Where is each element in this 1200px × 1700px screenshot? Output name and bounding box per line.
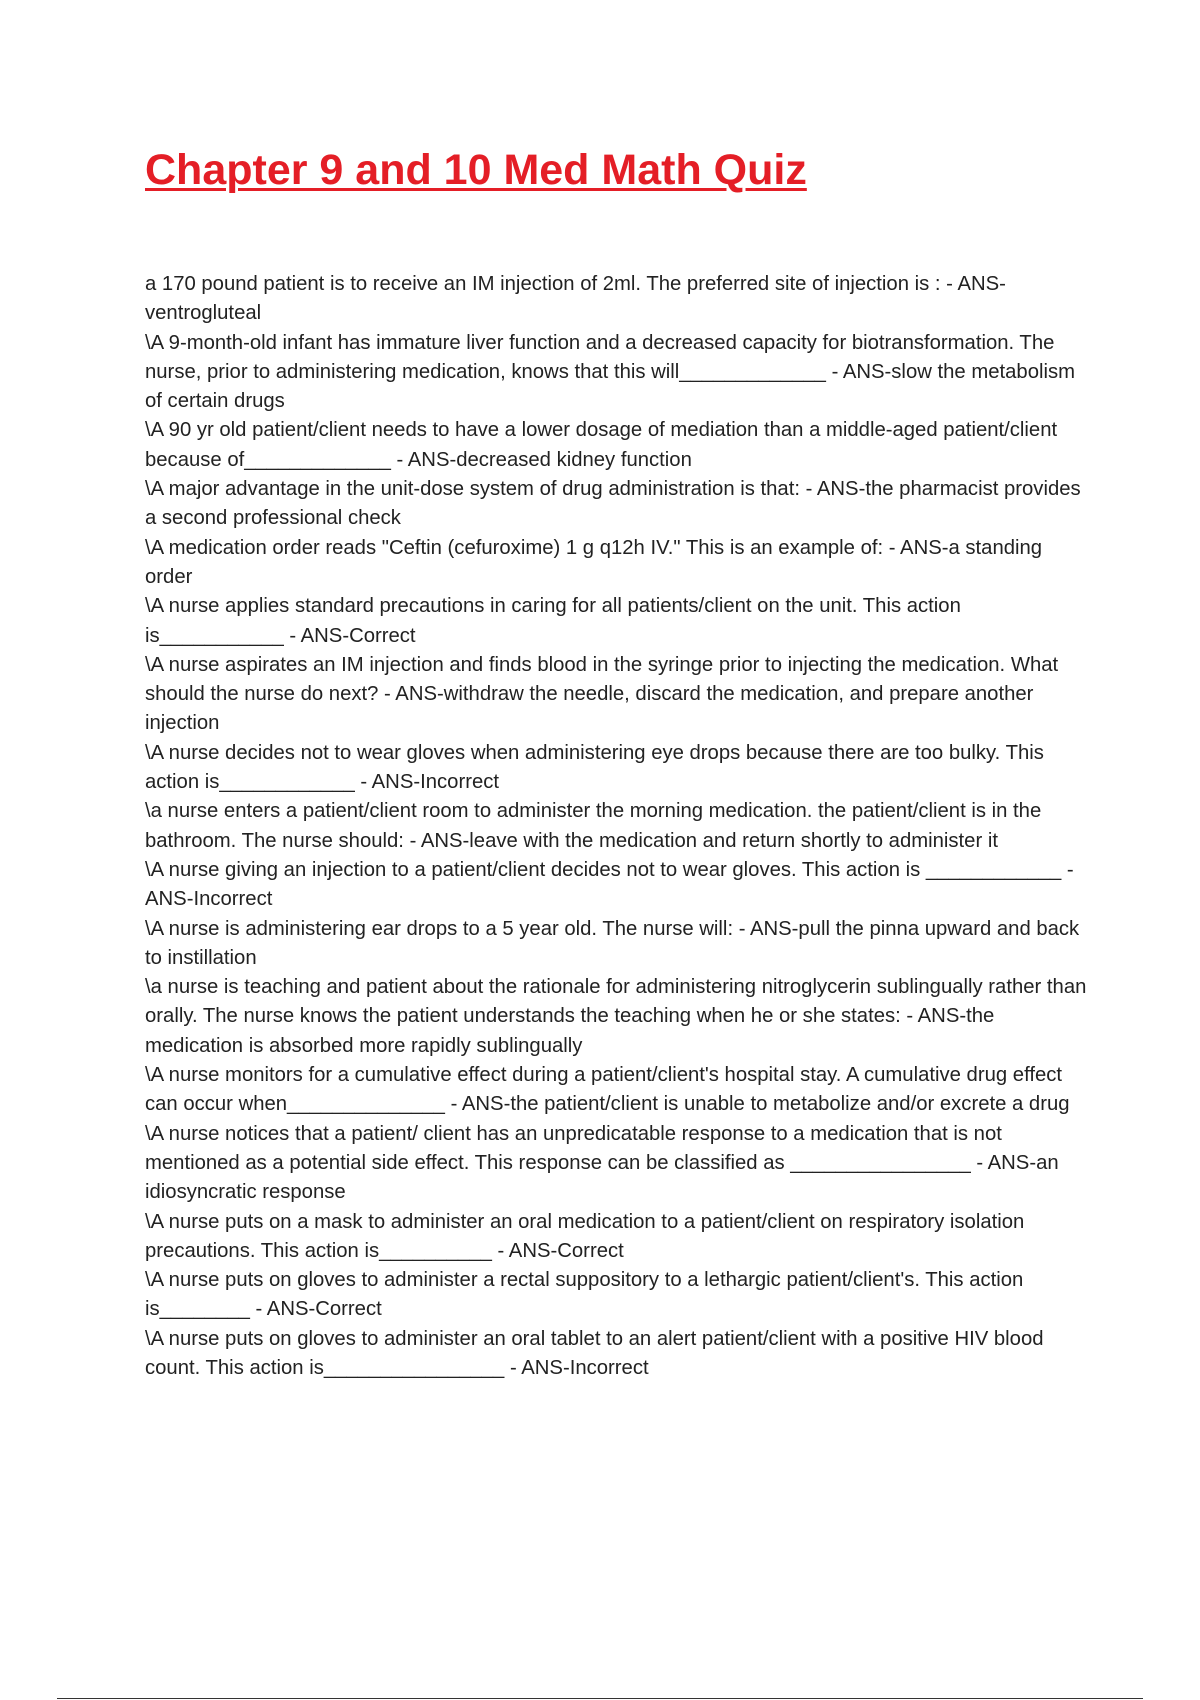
qa-item: \A nurse puts on a mask to administer an oral medication to a patient/client on respiratory isolation precautions. This action is__________ - ANS-Correct (145, 1210, 1025, 1262)
qa-item: \A nurse applies standard precautions in caring for all patients/client on the unit. This action is___________ - ANS-Correct (145, 595, 961, 647)
page-title: Chapter 9 and 10 Med Math Quiz (145, 146, 807, 194)
qa-item: \A nurse notices that a patient/ client has an unpredicatable response to a medication that is not mentioned as a potential side effect. This response can be classified as ________________ - ANS-an idiosyncratic response (145, 1122, 1059, 1204)
qa-item: \A nurse puts on gloves to administer an oral tablet to an alert patient/client with a positive HIV blood count. This action is________________ - ANS-Incorrect (145, 1327, 1044, 1379)
qa-item: \A 9-month-old infant has immature liver function and a decreased capacity for biotransformation. The nurse, prior to administering medication, knows that this will_____________ - ANS-slow the metabolism of certain drugs (145, 331, 1076, 413)
qa-item: a 170 pound patient is to receive an IM injection of 2ml. The preferred site of injection is : - ANS-ventrogluteal (145, 273, 1006, 325)
qa-item: \A major advantage in the unit-dose system of drug administration is that: - ANS-the pharmacist provides a second professional check (145, 478, 1081, 530)
qa-item: \a nurse is teaching and patient about the rationale for administering nitroglycerin sublingually rather than orally. The nurse knows the patient understands the teaching when he or she states: - ANS-the medication is absorbed more rapidly sublingually (145, 976, 1087, 1057)
qa-item: \A 90 yr old patient/client needs to have a lower dosage of mediation than a middle-aged patient/client because of_____________ - ANS-decreased kidney function (145, 419, 1058, 471)
qa-item: \a nurse enters a patient/client room to administer the morning medication. the patient/client is in the bathroom. The nurse should: - ANS-leave with the medication and return shortly to administer it (145, 800, 1042, 852)
qa-item: \A nurse monitors for a cumulative effect during a patient/client's hospital stay. A cumulative drug effect can occur when______________ - ANS-the patient/client is unable to metabolize and/or excrete a drug (145, 1064, 1070, 1116)
bottom-divider (57, 1698, 1143, 1699)
qa-item: \A nurse aspirates an IM injection and finds blood in the syringe prior to injecting the medication. What should the nurse do next? - ANS-withdraw the needle, discard the medication, and prepare another injection (145, 653, 1059, 735)
qa-item: \A nurse is administering ear drops to a 5 year old. The nurse will: - ANS-pull the pinna upward and back to instillation (145, 917, 1080, 969)
qa-item: \A nurse puts on gloves to administer a rectal suppository to a lethargic patient/client's. This action is________ - ANS-Correct (145, 1269, 1024, 1321)
qa-item: \A nurse decides not to wear gloves when administering eye drops because there are too bulky. This action is____________ - ANS-Incorrect (145, 741, 1044, 794)
qa-item: \A medication order reads "Ceftin (cefuroxime) 1 g q12h IV." This is an example of: - ANS-a standing order (145, 536, 1043, 588)
qa-item: \A nurse giving an injection to a patient/client decides not to wear gloves. This action is ____________ - ANS-Incorrect (145, 858, 1074, 911)
qa-list (145, 270, 1090, 1383)
